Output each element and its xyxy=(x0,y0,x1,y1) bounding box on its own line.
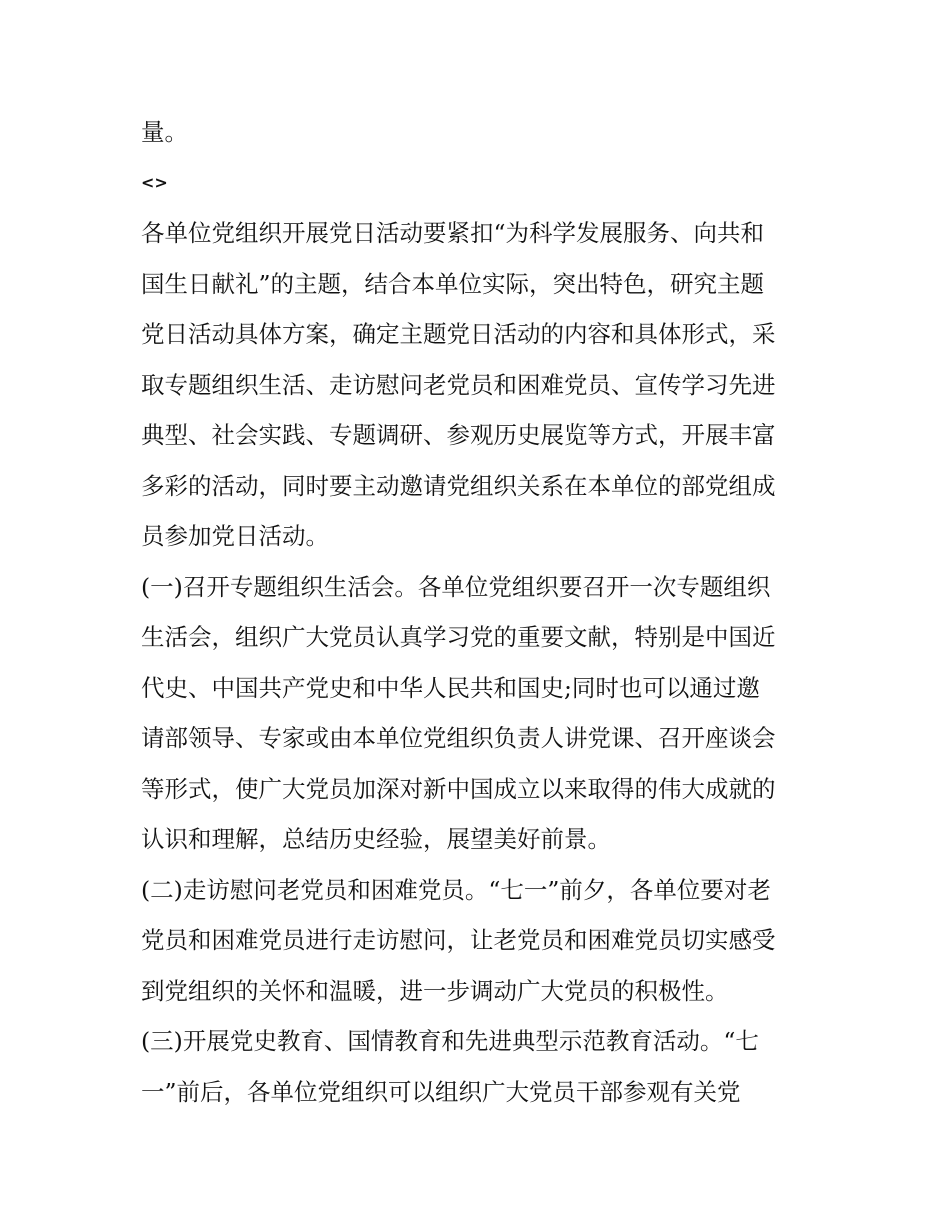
text-line: 取专题组织生活、走访慰问老党员和困难党员、宣传学习先进 xyxy=(141,370,776,399)
text-line: 生活会，组织广大党员认真学习党的重要文献，特别是中国近 xyxy=(141,623,776,651)
text-line: 国生日献礼”的主题，结合本单位实际，突出特色，研究主题 xyxy=(141,269,765,298)
text-line: 党员和困难党员进行走访慰问，让老党员和困难党员切实感受 xyxy=(141,926,776,954)
text-line: 多彩的活动，同时要主动邀请党组织关系在本单位的部党组成 xyxy=(141,471,776,500)
document-body xyxy=(141,107,821,1117)
text-line: 等形式，使广大党员加深对新中国成立以来取得的伟大成就的 xyxy=(141,774,776,803)
text-line: (一)召开专题组织生活会。各单位党组织要召开一次专题组织 xyxy=(141,572,771,601)
text-line: 请部领导、专家或由本单位党组织负责人讲党课、召开座谈会 xyxy=(141,724,776,752)
text-line: 到党组织的关怀和温暖，进一步调动广大党员的积极性。 xyxy=(141,976,729,1005)
text-line: 党日活动具体方案，确定主题党日活动的内容和具体形式，采 xyxy=(141,320,776,348)
text-line: 认识和理解，总结历史经验，展望美好前景。 xyxy=(141,825,611,853)
text-line: <> xyxy=(141,172,168,192)
text-line: 员参加党日活动。 xyxy=(141,522,329,550)
text-line: (三)开展党史教育、国情教育和先进典型示范教育活动。“七 xyxy=(141,1027,759,1055)
text-line: (二)走访慰问老党员和困难党员。“七一”前夕，各单位要对老 xyxy=(141,875,771,904)
text-line: 量。 xyxy=(141,118,188,146)
text-line: 代史、中国共产党史和中华人民共和国史;同时也可以通过邀 xyxy=(141,673,760,702)
text-line: 典型、社会实践、专题调研、参观历史展览等方式，开展丰富 xyxy=(141,421,776,449)
text-line: 各单位党组织开展党日活动要紧扣“为科学发展服务、向共和 xyxy=(141,219,765,247)
text-line: 一”前后，各单位党组织可以组织广大党员干部参观有关党 xyxy=(141,1077,741,1106)
